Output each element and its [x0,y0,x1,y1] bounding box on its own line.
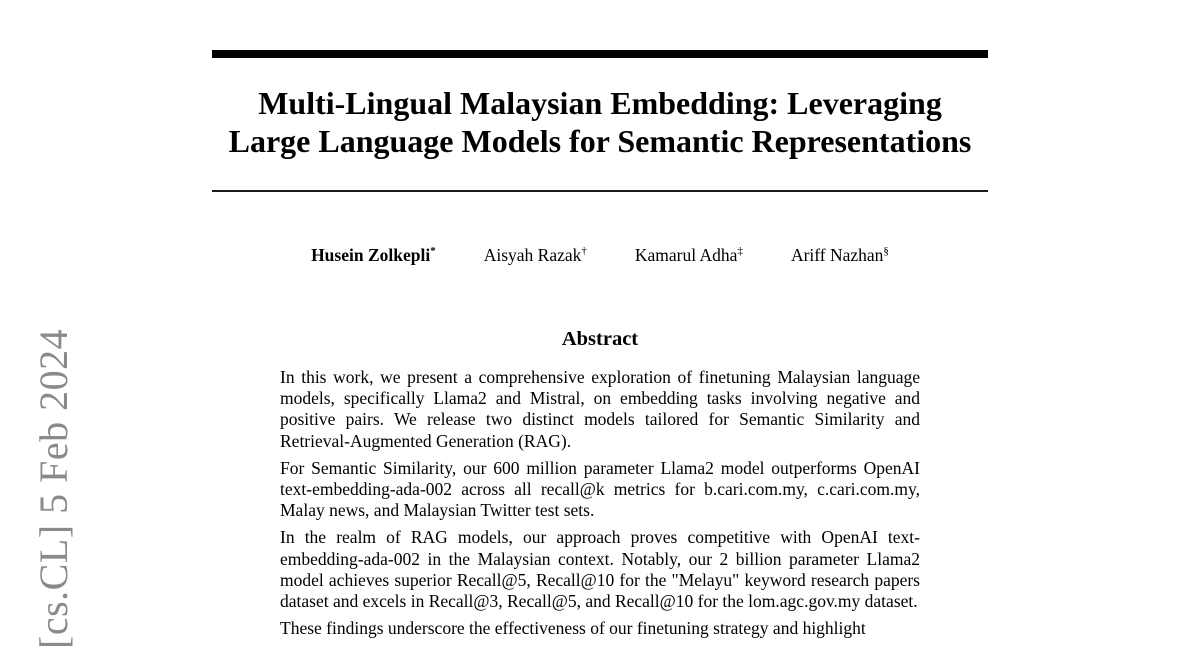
abstract-paragraph-1: In this work, we present a comprehensive exploration of finetuning Malaysian language models, specifically Llama2 and Mistral, on embedding tasks involving negative and positive pairs. We release two distinct models tailored for Semantic Similarity and Retrieval-Augmented Generation (RAG). [280,367,920,451]
abstract-paragraph-3: In the realm of RAG models, our approach proves competitive with OpenAI text-embedding-ada-002 in the Malaysian context. Notably, our 2 billion parameter Llama2 model achieves superior Recall@5, Recall@10 for the "Melayu" keyword research papers dataset and excels in Recall@3, Recall@5, and Recall@10 for the lom.agc.gov.my dataset. [280,527,920,612]
author-name: Husein Zolkepli [311,245,431,265]
paper-title [212,84,988,160]
author-husein-zolkepli [311,245,436,265]
author-footnote-mark: § [883,245,889,258]
paper-title-line-1: Multi-Lingual Malaysian Embedding: Leveraging [258,85,942,121]
abstract-paragraph-2: For Semantic Similarity, our 600 million parameter Llama2 model outperforms OpenAI text-embedding-ada-002 across all recall@k metrics for b.cari.com.my, c.cari.com.my, Malay news, and Malaysian Twitter test sets. [280,457,920,521]
title-rule-top [212,50,988,58]
author-ariff-nazhan [791,245,889,265]
title-rule-bottom [212,190,988,192]
arxiv-category-date-stamp: [cs.CL] 5 Feb 2024 [31,328,76,649]
abstract-body [280,367,920,645]
author-footnote-mark: † [581,245,587,258]
author-footnote-mark: ‡ [737,245,743,258]
author-aisyah-razak [484,245,587,265]
abstract-heading: Abstract [561,328,639,350]
paper-title-line-2: Large Language Models for Semantic Representations [228,123,972,159]
author-name: Aisyah Razak [483,245,582,265]
author-name: Ariff Nazhan [790,245,884,265]
author-footnote-mark: * [430,245,436,258]
authors-row [212,245,988,265]
author-kamarul-adha [635,245,743,265]
author-name: Kamarul Adha [634,245,738,265]
abstract-paragraph-4-clipped: These findings underscore the effectiveness of our finetuning strategy and highlight [280,618,866,639]
